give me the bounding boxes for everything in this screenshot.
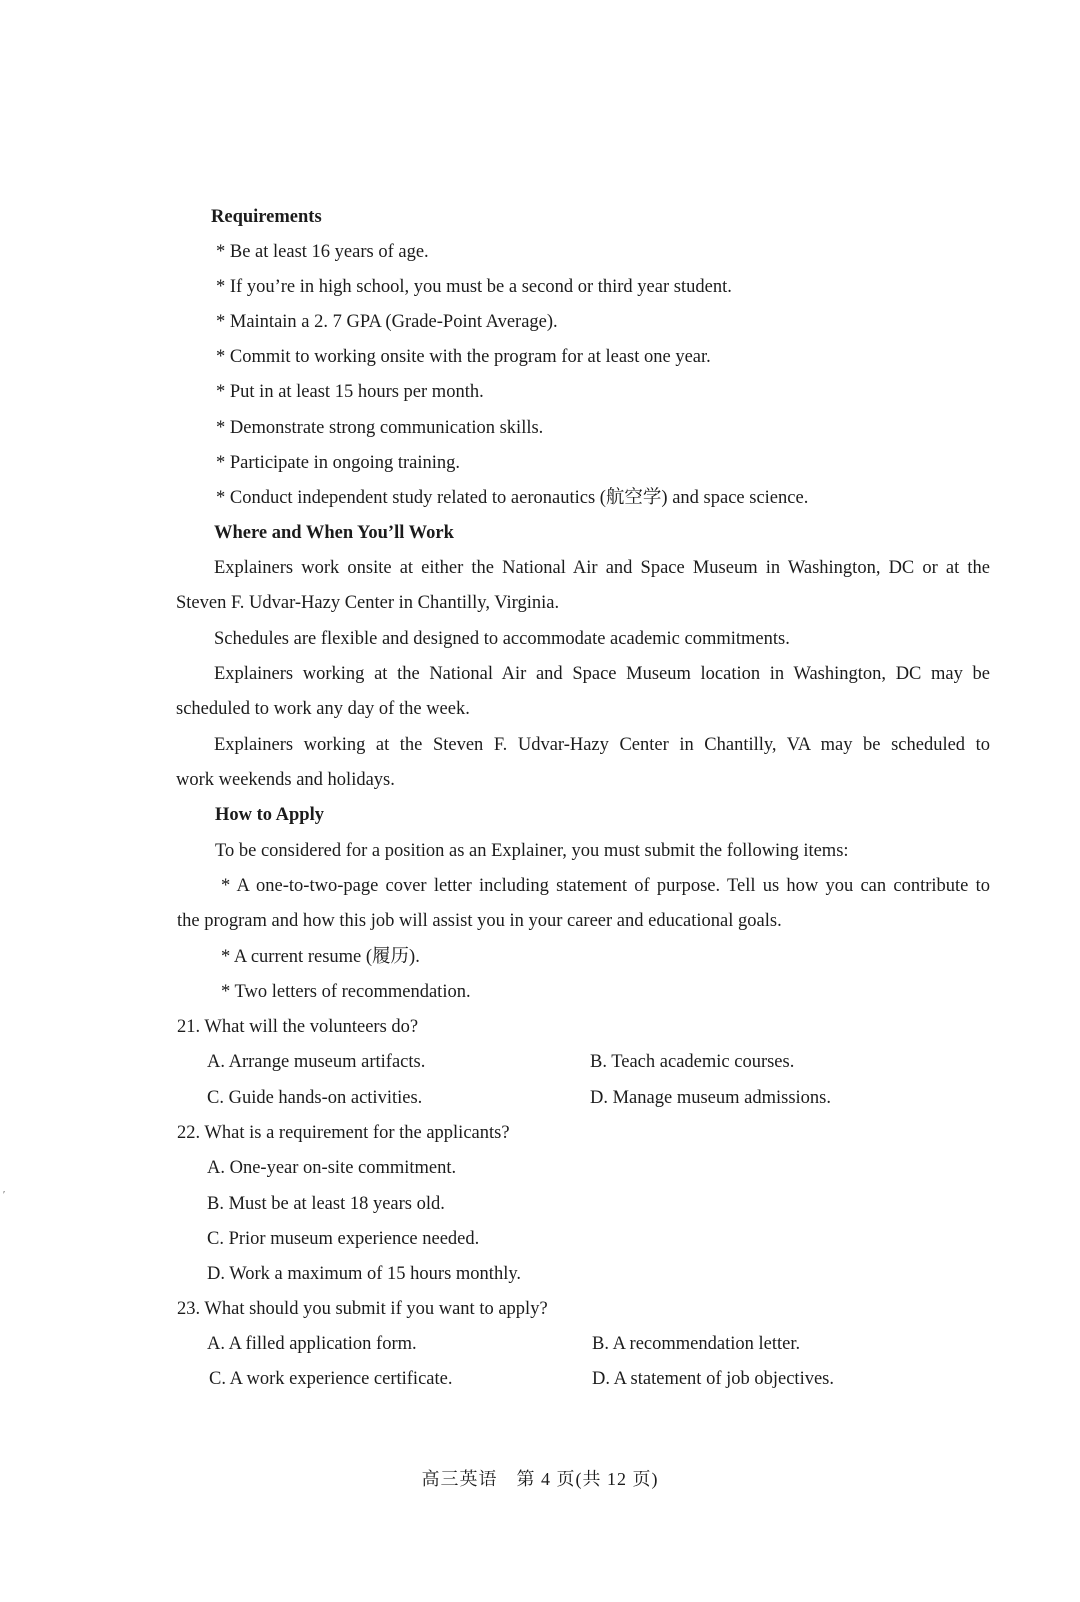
page-footer: 高三英语 第 4 页(共 12 页) [421, 1469, 659, 1489]
question-stem: 23. What should you submit if you want to apply? [177, 1299, 548, 1319]
requirement-item: * Commit to working onsite with the program for at least one year. [216, 347, 711, 367]
option-d: D. A statement of job objectives. [592, 1369, 834, 1389]
where-when-paragraph: scheduled to work any day of the week. [176, 699, 470, 719]
where-when-paragraph: Schedules are flexible and designed to accommodate academic commitments. [214, 629, 790, 649]
apply-item: the program and how this job will assist you in your career and educational goals. [177, 911, 782, 931]
how-to-apply-intro: To be considered for a position as an Explainer, you must submit the following items: [215, 841, 849, 861]
requirements-heading: Requirements [211, 207, 322, 227]
option-a: A. Arrange museum artifacts. [207, 1052, 426, 1072]
option-a: A. A filled application form. [207, 1334, 417, 1354]
option-d: D. Manage museum admissions. [590, 1088, 831, 1108]
apply-item: * A one-to-two-page cover letter including statement of purpose. Tell us how you can contribute to [221, 876, 990, 896]
where-when-paragraph: Explainers working at the National Air and Space Museum location in Washington, DC may be [214, 664, 990, 684]
option-a: A. One-year on-site commitment. [207, 1158, 457, 1178]
question-stem: 22. What is a requirement for the applicants? [177, 1123, 510, 1143]
where-when-paragraph: Explainers work onsite at either the National Air and Space Museum in Washington, DC or at the [214, 558, 990, 578]
where-when-paragraph: work weekends and holidays. [176, 770, 395, 790]
requirement-item: * Be at least 16 years of age. [216, 242, 429, 262]
option-d: D. Work a maximum of 15 hours monthly. [207, 1264, 522, 1284]
how-to-apply-heading: How to Apply [215, 805, 324, 825]
requirement-item: * Put in at least 15 hours per month. [216, 382, 484, 402]
where-when-heading: Where and When You’ll Work [214, 523, 454, 543]
option-b: B. Must be at least 18 years old. [207, 1194, 445, 1214]
apply-item: * A current resume (履历). [221, 947, 420, 967]
requirement-item: * Participate in ongoing training. [216, 453, 461, 473]
option-c: C. Guide hands-on activities. [207, 1088, 423, 1108]
scan-mark: ′ [3, 1190, 6, 1201]
question-stem: 21. What will the volunteers do? [177, 1017, 419, 1037]
option-b: B. Teach academic courses. [590, 1052, 795, 1072]
requirement-item: * If you’re in high school, you must be a second or third year student. [216, 277, 732, 297]
where-when-paragraph: Steven F. Udvar-Hazy Center in Chantilly, Virginia. [176, 593, 560, 613]
requirement-item: * Conduct independent study related to aeronautics (航空学) and space science. [216, 488, 809, 508]
requirement-item: * Demonstrate strong communication skills. [216, 418, 544, 438]
option-b: B. A recommendation letter. [592, 1334, 801, 1354]
requirement-item: * Maintain a 2. 7 GPA (Grade-Point Average). [216, 312, 558, 332]
option-c: C. A work experience certificate. [209, 1369, 453, 1389]
apply-item: * Two letters of recommendation. [221, 982, 471, 1002]
option-c: C. Prior museum experience needed. [207, 1229, 480, 1249]
where-when-paragraph: Explainers working at the Steven F. Udvar-Hazy Center in Chantilly, VA may be scheduled to [214, 735, 990, 755]
